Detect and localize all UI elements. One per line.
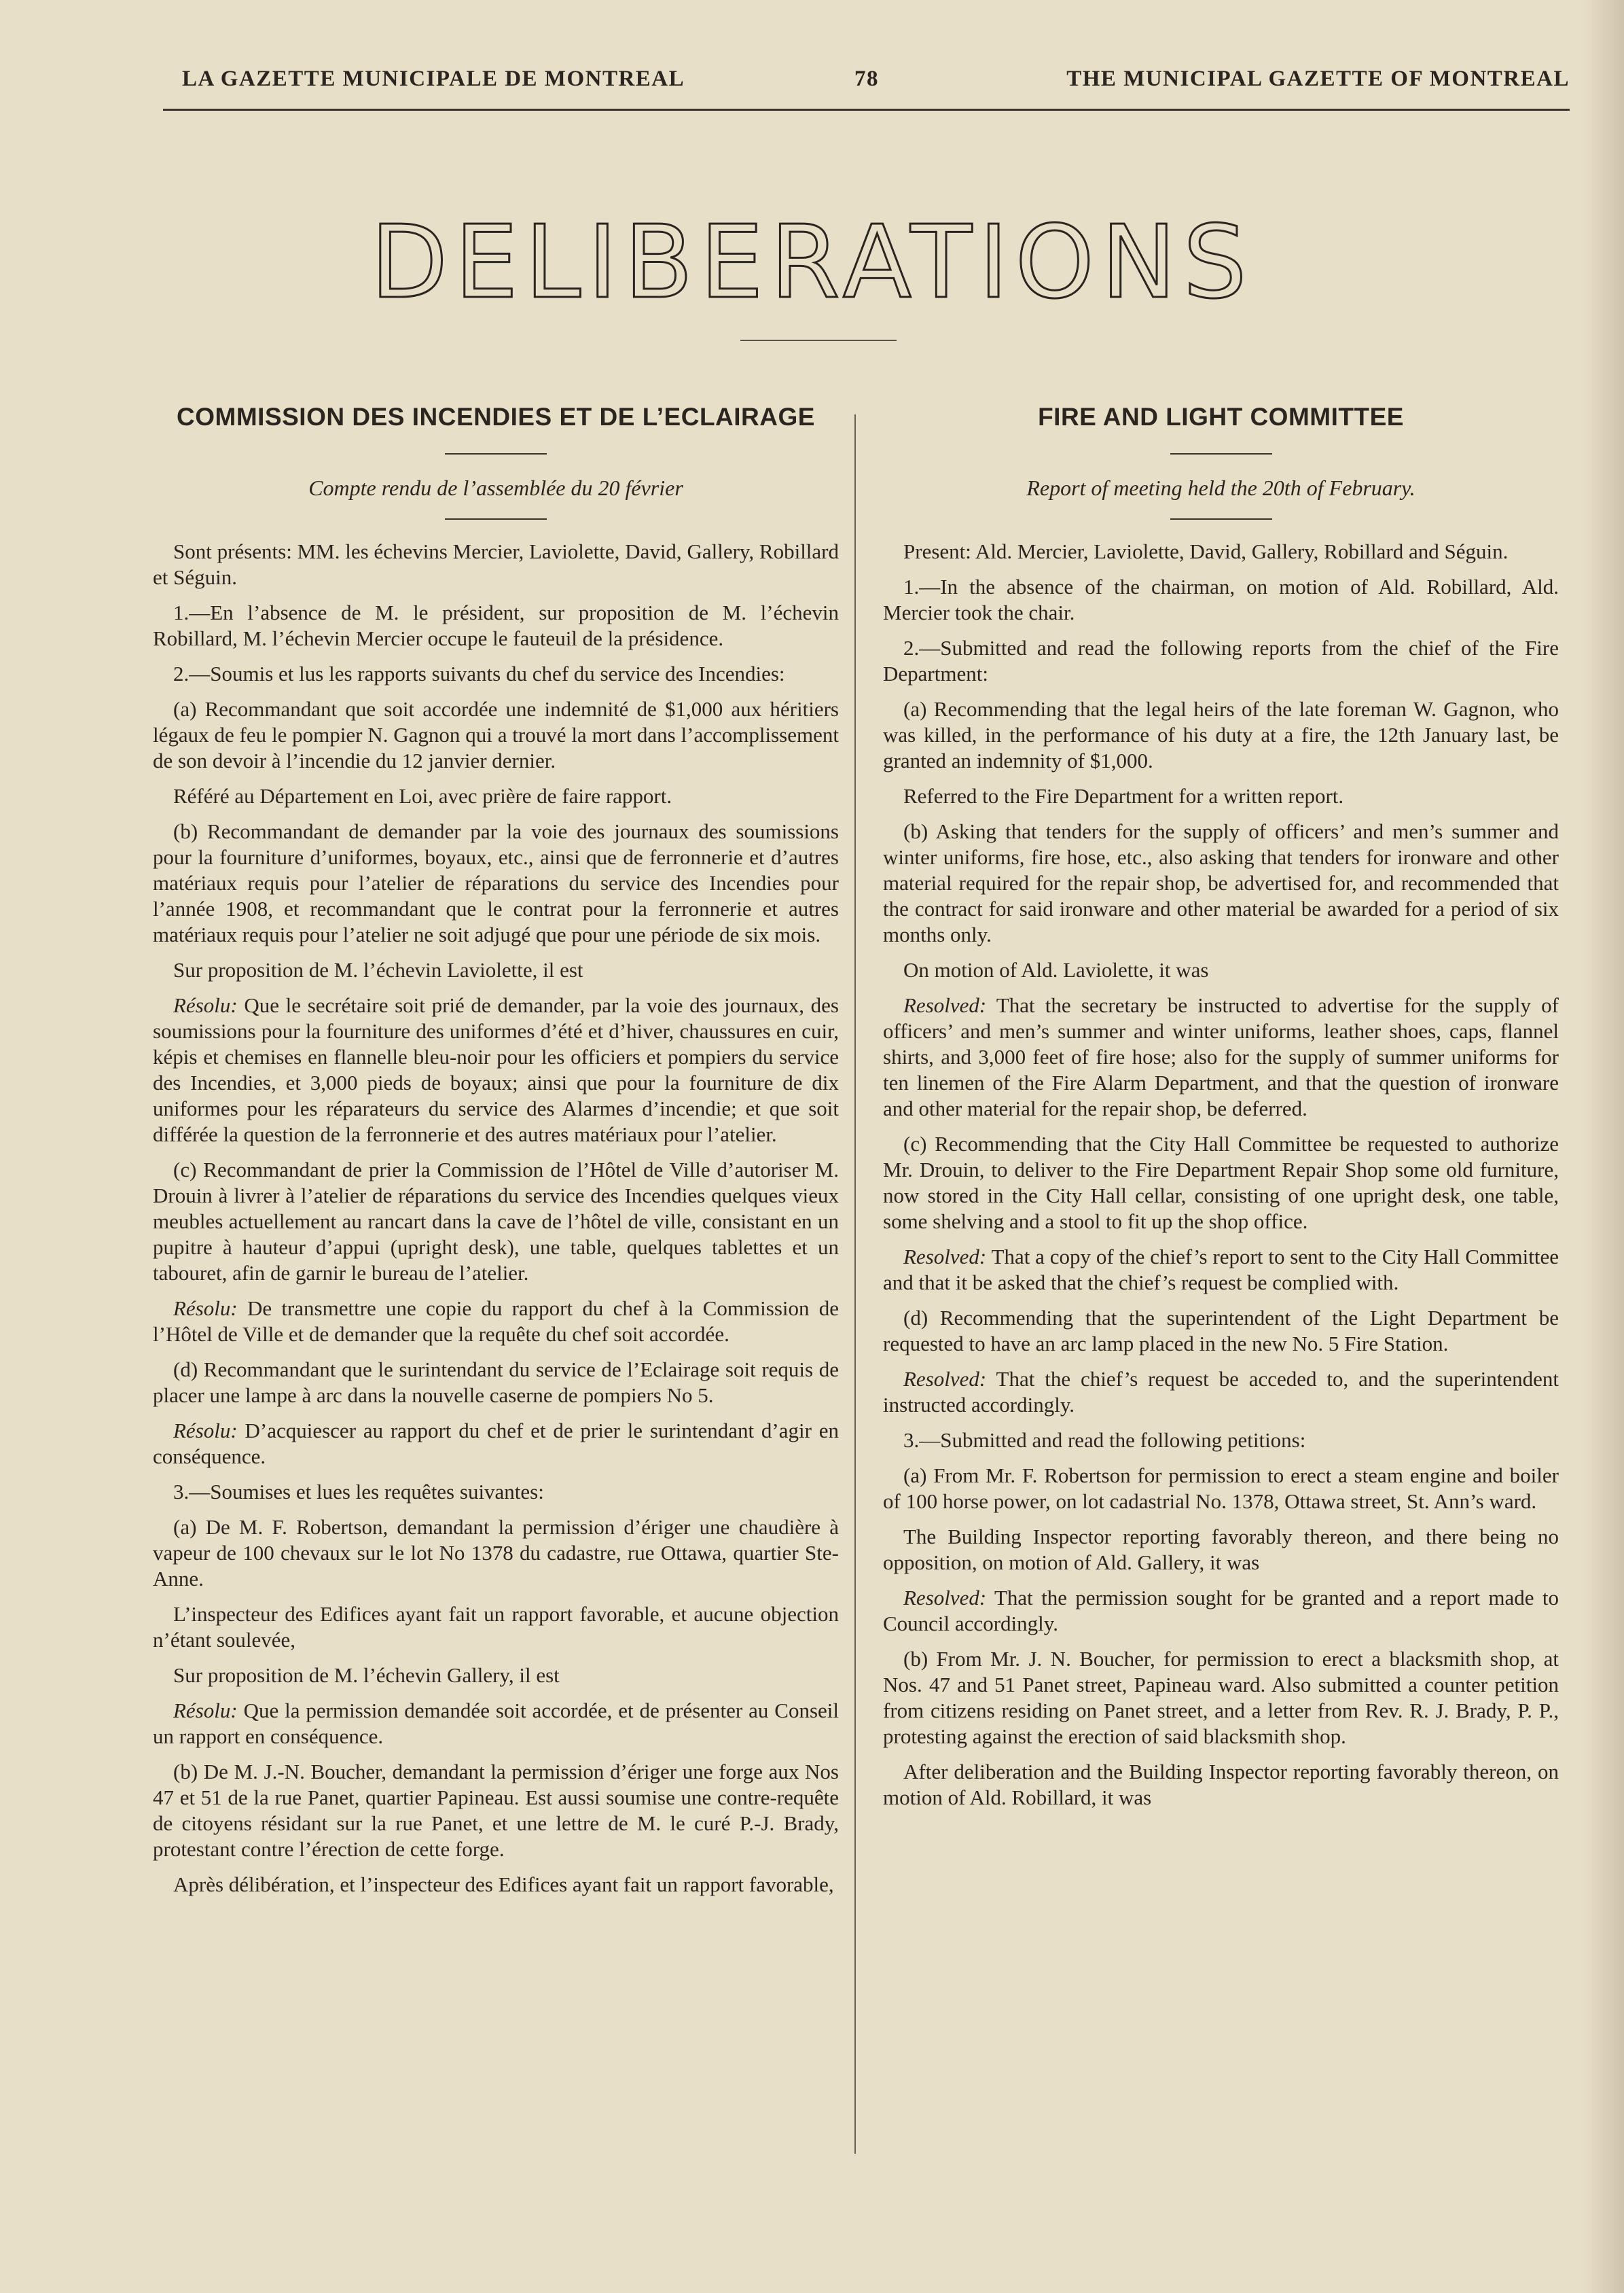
- english-subtitle: Report of meeting held the 20th of February.: [1026, 476, 1415, 500]
- french-paragraph: (d) Recommandant que le surintendant du service de l’Eclairage soit requis de placer une lampe à arc dans la nouvelle caserne de pompiers No 5.: [153, 1357, 839, 1407]
- french-paragraph: (b) Recommandant de demander par la voie des journaux des soumissions pour la fourniture d’uniformes, boyaux, etc., ainsi que de ferronnerie et d’autres matériaux requis pour l’atelier de réparations du service des Incendies pour l’année 1908, et recommandant que le contrat pour la ferronnerie et autres matériaux requis pour l’atelier ne soit adjugé que pour une période de six mois.: [153, 819, 839, 946]
- english-column-title: FIRE AND LIGHT COMMITTEE: [1038, 403, 1404, 431]
- running-head: [182, 67, 1570, 101]
- english-paragraph: (d) Recommending that the superintendent of the Light Department be requested to have an arc lamp placed in the new No. 5 Fire Station.: [883, 1306, 1559, 1355]
- french-column: [153, 404, 839, 1907]
- french-body: [153, 539, 839, 1898]
- french-paragraph: Résolu: Que le secrétaire soit prié de demander, par la voie des journaux, des soumissions pour la fourniture des uniformes d’été et d’hiver, chaussures en cuir, képis et chemises en flannelle bleu-noir pour les officiers et pompiers du service des Incendies, et 3,000 pieds de boyaux; ainsi que pour la fourniture de dix uniformes pour les réparateurs du service des Alarmes d’incendie; et que soit différée la question de la ferronnerie et des autres matériaux pour l’atelier.: [153, 993, 839, 1146]
- english-paragraph: Resolved: That a copy of the chief’s report to sent to the City Hall Committee and that it be asked that the chief’s request be complied with.: [883, 1245, 1559, 1294]
- english-paragraph: Resolved: That the chief’s request be acceded to, and the superintendent instructed accordingly.: [883, 1367, 1559, 1417]
- english-subtitle-rule: [1170, 518, 1272, 520]
- english-paragraph: 3.—Submitted and read the following petitions:: [903, 1428, 1306, 1452]
- english-paragraph: (c) Recommending that the City Hall Committee be requested to authorize Mr. Drouin, to deliver to the Fire Department Repair Shop some old furniture, now stored in the City Hall cellar, consisting of one upright desk, one table, some shelving and a stool to fit up the shop office.: [883, 1132, 1559, 1233]
- column-divider: [854, 414, 856, 2154]
- french-column-title: COMMISSION DES INCENDIES ET DE L’ECLAIRAGE: [177, 403, 815, 431]
- english-paragraph: Resolved: That the permission sought for be granted and a report made to Council accordingly.: [883, 1586, 1559, 1635]
- english-paragraph: (b) From Mr. J. N. Boucher, for permission to erect a blacksmith shop, at Nos. 47 and 51 Panet street, Papineau ward. Also submitted a counter petition from citizens residing on Panet street, and a letter from Rev. R. J. Brady, P. P., protesting against the erection of said blacksmith shop.: [883, 1647, 1559, 1748]
- english-paragraph: (b) Asking that tenders for the supply of officers’ and men’s summer and winter uniforms, fire hose, etc., also asking that tenders for ironware and other material required for the repair shop, be advertised for, and recommended that the contract for said ironware and other material be awarded for a period of six months only.: [883, 819, 1559, 946]
- french-paragraph: (a) Recommandant que soit accordée une indemnité de $1,000 aux héritiers légaux de feu le pompier N. Gagnon qui a trouvé la mort dans l’accomplissement de son devoir à l’incendie du 12 janvier dernier.: [153, 697, 839, 772]
- french-paragraph: (b) De M. J.-N. Boucher, demandant la permission d’ériger une forge aux Nos 47 et 51 de la rue Panet, quartier Papineau. Est aussi soumise une contre-requête de citoyens résidant sur la rue Panet, et une lettre de M. le curé P.-J. Brady, protestant contre l’érection de cette forge.: [153, 1760, 839, 1861]
- french-paragraph: 1.—En l’absence de M. le président, sur proposition de M. l’échevin Robillard, M. l’échevin Mercier occupe le fauteuil de la présidence.: [153, 601, 839, 650]
- english-paragraph: Present: Ald. Mercier, Laviolette, David, Gallery, Robillard and Séguin.: [903, 539, 1509, 563]
- english-paragraph: On motion of Ald. Laviolette, it was: [903, 958, 1209, 982]
- header-right-title: THE MUNICIPAL GAZETTE OF MONTREAL: [1066, 67, 1570, 91]
- english-title-rule: [1170, 453, 1272, 455]
- section-banner: DELIBERATIONS: [370, 204, 1254, 321]
- english-body: [883, 539, 1559, 1811]
- french-paragraph: Sont présents: MM. les échevins Mercier, Laviolette, David, Gallery, Robillard et Séguin.: [153, 539, 839, 589]
- french-paragraph: 3.—Soumises et lues les requêtes suivantes:: [173, 1480, 544, 1504]
- english-paragraph: Resolved: That the secretary be instructed to advertise for the supply of officers’ and men’s summer and winter uniforms, leather shoes, caps, flannel shirts, and 3,000 feet of fire hose; also for the supply of summer uniforms for ten linemen of the Fire Alarm Department, and that the question of ironware and other material for the repair shop, be deferred.: [883, 993, 1559, 1120]
- french-paragraph: Résolu: Que la permission demandée soit accordée, et de présenter au Conseil un rapport en conséquence.: [153, 1699, 839, 1748]
- header-left-title: LA GAZETTE MUNICIPALE DE MONTREAL: [182, 67, 685, 91]
- french-paragraph: 2.—Soumis et lus les rapports suivants du chef du service des Incendies:: [173, 662, 785, 686]
- french-paragraph: Résolu: De transmettre une copie du rapport du chef à la Commission de l’Hôtel de Ville et de demander que la requête du chef soit accordée.: [153, 1296, 839, 1346]
- french-paragraph: Après délibération, et l’inspecteur des Edifices ayant fait un rapport favorable,: [173, 1872, 834, 1896]
- french-title-rule: [445, 453, 547, 455]
- page-number: 78: [854, 67, 879, 91]
- english-paragraph: 1.—In the absence of the chairman, on motion of Ald. Robillard, Ald. Mercier took the chair.: [883, 575, 1559, 624]
- french-paragraph: Référé au Département en Loi, avec prière de faire rapport.: [173, 784, 672, 808]
- english-paragraph: (a) Recommending that the legal heirs of the late foreman W. Gagnon, who was killed, in the performance of his duty at a fire, the 12th January last, be granted an indemnity of $1,000.: [883, 697, 1559, 772]
- header-rule: [163, 109, 1570, 111]
- french-paragraph: Sur proposition de M. l’échevin Laviolette, il est: [173, 958, 583, 982]
- french-subtitle-rule: [445, 518, 547, 520]
- english-paragraph: (a) From Mr. F. Robertson for permission to erect a steam engine and boiler of 100 horse power, on lot cadastrial No. 1378, Ottawa street, St. Ann’s ward.: [883, 1463, 1559, 1513]
- english-paragraph: 2.—Submitted and read the following reports from the chief of the Fire Department:: [883, 636, 1559, 686]
- english-paragraph: After deliberation and the Building Inspector reporting favorably thereon, on motion of Ald. Robillard, it was: [883, 1760, 1559, 1809]
- french-subtitle: Compte rendu de l’assemblée du 20 février: [308, 476, 683, 500]
- english-paragraph: Referred to the Fire Department for a written report.: [903, 784, 1344, 808]
- english-paragraph: The Building Inspector reporting favorably thereon, and there being no opposition, on motion of Ald. Gallery, it was: [883, 1525, 1559, 1574]
- french-paragraph: Sur proposition de M. l’échevin Gallery, il est: [173, 1663, 560, 1687]
- french-paragraph: L’inspecteur des Edifices ayant fait un rapport favorable, et aucune objection n’étant soulevée,: [153, 1602, 839, 1652]
- french-paragraph: Résolu: D’acquiescer au rapport du chef et de prier le surintendant d’agir en conséquence.: [153, 1419, 839, 1468]
- french-paragraph: (c) Recommandant de prier la Commission de l’Hôtel de Ville d’autoriser M. Drouin à livrer à l’atelier de réparations du service des Incendies quelques vieux meubles actuellement au rancart dans la cave de l’hôtel de ville, consistant en un pupitre à hauteur d’appui (upright desk), une table, quelques tablettes et un tabouret, afin de garnir le bureau de l’atelier.: [153, 1158, 839, 1285]
- banner-rule: [740, 340, 897, 341]
- french-paragraph: (a) De M. F. Robertson, demandant la permission d’ériger une chaudière à vapeur de 100 chevaux sur le lot No 1378 du cadastre, rue Ottawa, quartier Ste-Anne.: [153, 1515, 839, 1590]
- page-edge-shadow: [1583, 0, 1624, 2293]
- english-column: [883, 404, 1559, 1820]
